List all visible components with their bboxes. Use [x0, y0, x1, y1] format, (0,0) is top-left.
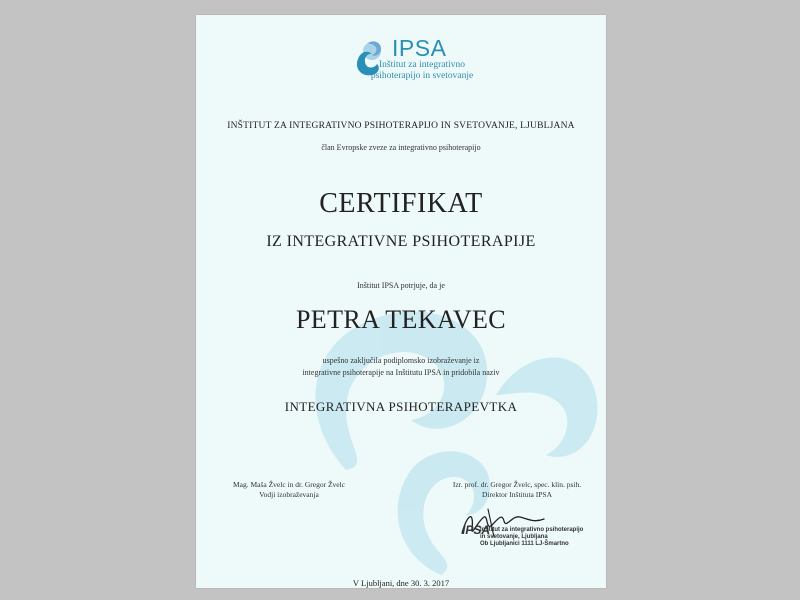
earned-title: INTEGRATIVNA PSIHOTERAPEVTKA: [284, 399, 518, 414]
place-and-date: V Ljubljani, dne 30. 3. 2017: [352, 578, 450, 588]
logo-subtitle: [367, 60, 477, 82]
membership-line: član Evropske zveze za integrativno psihoterapijo: [321, 143, 481, 152]
certificate-page: [196, 15, 606, 588]
right-signatory-role: Direktor Inštituta IPSA: [482, 490, 552, 499]
body-line-1: uspešno zaključila podiplomsko izobraževanje iz: [322, 356, 480, 365]
certificate-title: CERTIFIKAT: [319, 188, 483, 219]
logo-wordmark: IPSA: [392, 35, 447, 61]
institution-name: INŠTITUT ZA INTEGRATIVNO PSIHOTERAPIJO IN SVETOVANJE, LJUBLJANA: [227, 121, 575, 131]
confirmation-text: Inštitut IPSA potrjuje, da je: [357, 281, 445, 290]
institute-stamp: [480, 527, 590, 548]
recipient-name: PETRA TEKAVEC: [295, 305, 507, 334]
body-line-2: integrativne psihoterapije na Inštitutu IPSA in pridobila naziv: [302, 368, 500, 377]
certificate-body: [196, 355, 606, 379]
certificate-subtitle: IZ INTEGRATIVNE PSIHOTERAPIJE: [266, 233, 536, 250]
logo-subtitle-line1: Inštitut za integrativno: [378, 60, 465, 70]
left-signatory-name: Mag. Maša Žvelc in dr. Gregor Žvelc: [232, 480, 346, 489]
right-signatory: [432, 480, 602, 500]
stamp-line-1: Inštitut za integrativno psihoterapijo: [480, 527, 584, 533]
left-signatory-role: Vodji izobraževanja: [259, 490, 319, 499]
stamp-logo: IPSA: [462, 523, 491, 537]
stamp-line-3: Ob Ljubljanici 1111 LJ-Šmartno: [480, 541, 569, 547]
stamp-line-2: in svetovanje, Ljubljana: [480, 534, 548, 540]
logo-subtitle-line2: psihoterapijo in svetovanje: [370, 71, 474, 81]
left-signatory: [214, 480, 364, 500]
right-signatory-name: Izr. prof. dr. Gregor Žvelc, spec. klin. psih.: [452, 480, 582, 489]
